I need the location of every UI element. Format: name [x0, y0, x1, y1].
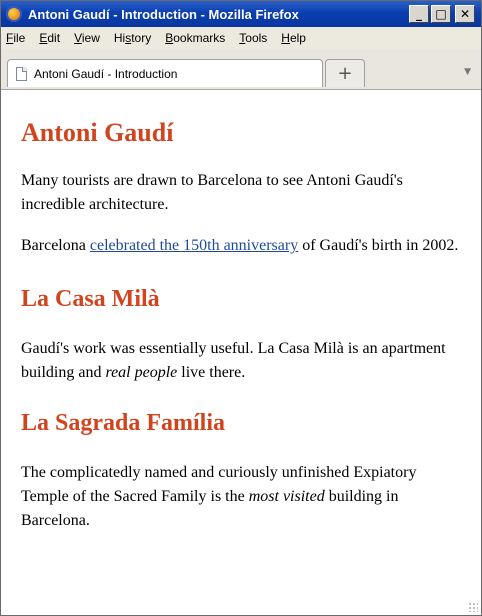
window-controls: [409, 5, 475, 23]
tab-active[interactable]: [7, 59, 323, 87]
window-title: Antoni Gaudí - Introduction - Mozilla Firefox: [28, 6, 299, 22]
page-title: Antoni Gaudí: [21, 118, 174, 147]
tab-list-chevron-down-icon[interactable]: ▼: [464, 67, 471, 77]
menu-view[interactable]: View: [74, 31, 100, 45]
tab-strip: [1, 49, 481, 90]
close-button[interactable]: ✕: [455, 5, 475, 23]
maximize-button[interactable]: □: [431, 5, 451, 23]
menu-bookmarks[interactable]: Bookmarks: [165, 31, 226, 45]
emphasis-real-people: real people: [105, 364, 178, 381]
menu-history[interactable]: History: [113, 31, 152, 45]
firefox-logo-icon: [6, 6, 22, 22]
page-content: [1, 90, 481, 615]
section-heading-sagrada-familia: La Sagrada Família: [21, 410, 226, 436]
menu-tools[interactable]: Tools: [239, 31, 268, 45]
menu-help[interactable]: Help: [281, 31, 306, 45]
anniversary-link[interactable]: celebrated the 150th anniversary: [89, 237, 299, 254]
new-tab-button[interactable]: +: [325, 59, 365, 87]
casa-mila-paragraph: Gaudí's work was essentially useful. La Casa Milà is an apartment building and real people live there.: [21, 340, 446, 381]
section-heading-casa-mila: La Casa Milà: [21, 286, 160, 312]
intro-paragraph: Many tourists are drawn to Barcelona to see Antoni Gaudí's incredible architecture.: [21, 172, 403, 213]
resize-grip-icon[interactable]: [468, 602, 478, 612]
menu-file[interactable]: File: [6, 31, 26, 45]
menu-edit[interactable]: Edit: [39, 31, 61, 45]
sagrada-familia-paragraph: The complicatedly named and curiously unfinished Expiatory Temple of the Sacred Family is the most visited building in Barcelona.: [21, 464, 417, 529]
minimize-button[interactable]: _: [409, 5, 429, 23]
tab-label: Antoni Gaudí - Introduction: [34, 66, 178, 81]
emphasis-most-visited: most visited: [248, 488, 325, 505]
page-icon: [16, 67, 27, 81]
title-bar[interactable]: [1, 1, 481, 27]
menu-bar: [1, 27, 481, 49]
anniversary-paragraph: Barcelona celebrated the 150th anniversary of Gaudí's birth in 2002.: [21, 237, 459, 254]
